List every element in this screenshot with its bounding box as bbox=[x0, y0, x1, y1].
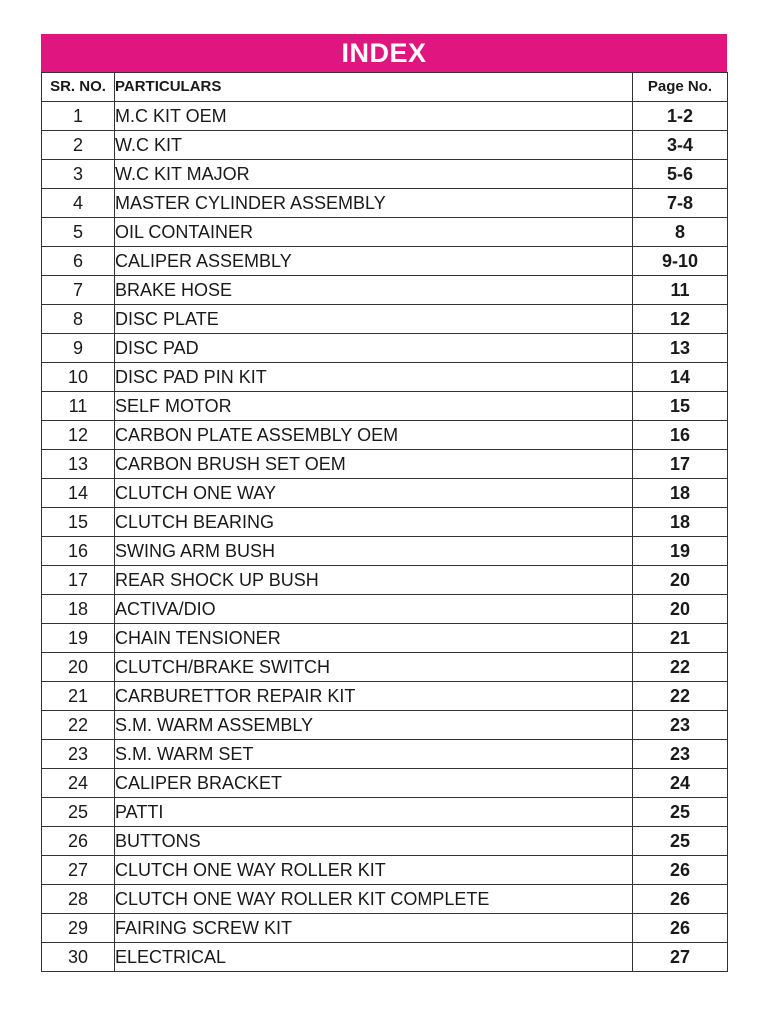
table-row bbox=[42, 711, 728, 740]
sr-number-cell: 13 bbox=[42, 450, 115, 479]
index-table bbox=[41, 72, 728, 972]
table-row bbox=[42, 450, 728, 479]
page-number-cell: 5-6 bbox=[633, 160, 728, 189]
page-number-cell: 22 bbox=[633, 682, 728, 711]
page-number-cell: 3-4 bbox=[633, 131, 728, 160]
table-row bbox=[42, 305, 728, 334]
page-number-cell: 1-2 bbox=[633, 102, 728, 131]
sr-number-cell: 22 bbox=[42, 711, 115, 740]
particular-cell: S.M. WARM ASSEMBLY bbox=[115, 711, 633, 740]
page-number-cell: 27 bbox=[633, 943, 728, 972]
table-row bbox=[42, 914, 728, 943]
table-row bbox=[42, 943, 728, 972]
index-title-banner bbox=[41, 34, 727, 72]
sr-number-cell: 9 bbox=[42, 334, 115, 363]
sr-number-cell: 19 bbox=[42, 624, 115, 653]
page-number-cell: 12 bbox=[633, 305, 728, 334]
particular-cell: W.C KIT bbox=[115, 131, 633, 160]
table-row bbox=[42, 682, 728, 711]
page-number-cell: 19 bbox=[633, 537, 728, 566]
page-number-cell: 20 bbox=[633, 595, 728, 624]
page-number-cell: 18 bbox=[633, 508, 728, 537]
page-number-cell: 7-8 bbox=[633, 189, 728, 218]
sr-number-cell: 29 bbox=[42, 914, 115, 943]
sr-number-cell: 23 bbox=[42, 740, 115, 769]
particular-cell: CALIPER ASSEMBLY bbox=[115, 247, 633, 276]
particular-cell: REAR SHOCK UP BUSH bbox=[115, 566, 633, 595]
particular-cell: PATTI bbox=[115, 798, 633, 827]
table-row bbox=[42, 334, 728, 363]
particular-cell: BRAKE HOSE bbox=[115, 276, 633, 305]
sr-number-cell: 21 bbox=[42, 682, 115, 711]
page-number-cell: 22 bbox=[633, 653, 728, 682]
particular-cell: SWING ARM BUSH bbox=[115, 537, 633, 566]
particular-cell: CLUTCH/BRAKE SWITCH bbox=[115, 653, 633, 682]
sr-number-cell: 3 bbox=[42, 160, 115, 189]
particular-cell: FAIRING SCREW KIT bbox=[115, 914, 633, 943]
particular-cell: ACTIVA/DIO bbox=[115, 595, 633, 624]
particular-cell: M.C KIT OEM bbox=[115, 102, 633, 131]
sr-number-cell: 20 bbox=[42, 653, 115, 682]
page-number-cell: 25 bbox=[633, 798, 728, 827]
particular-cell: S.M. WARM SET bbox=[115, 740, 633, 769]
particular-cell: CARBURETTOR REPAIR KIT bbox=[115, 682, 633, 711]
page-number-cell: 26 bbox=[633, 856, 728, 885]
page-title: INDEX bbox=[341, 38, 427, 68]
page-number-cell: 24 bbox=[633, 769, 728, 798]
particular-cell: CALIPER BRACKET bbox=[115, 769, 633, 798]
table-row bbox=[42, 247, 728, 276]
particular-cell: CLUTCH BEARING bbox=[115, 508, 633, 537]
page-number-cell: 17 bbox=[633, 450, 728, 479]
sr-number-cell: 14 bbox=[42, 479, 115, 508]
table-row bbox=[42, 189, 728, 218]
sr-number-cell: 24 bbox=[42, 769, 115, 798]
table-row bbox=[42, 508, 728, 537]
particular-cell: CARBON PLATE ASSEMBLY OEM bbox=[115, 421, 633, 450]
table-row bbox=[42, 421, 728, 450]
page-number-cell: 9-10 bbox=[633, 247, 728, 276]
page-number-cell: 23 bbox=[633, 711, 728, 740]
page-number-cell: 13 bbox=[633, 334, 728, 363]
table-row bbox=[42, 566, 728, 595]
header-row bbox=[42, 73, 728, 102]
particulars-header: PARTICULARS bbox=[115, 73, 633, 102]
table-row bbox=[42, 769, 728, 798]
particular-cell: CHAIN TENSIONER bbox=[115, 624, 633, 653]
sr-number-cell: 28 bbox=[42, 885, 115, 914]
table-row bbox=[42, 740, 728, 769]
particular-cell: W.C KIT MAJOR bbox=[115, 160, 633, 189]
sr-number-cell: 25 bbox=[42, 798, 115, 827]
sr-number-cell: 7 bbox=[42, 276, 115, 305]
sr-number-cell: 1 bbox=[42, 102, 115, 131]
particular-cell: DISC PAD bbox=[115, 334, 633, 363]
particular-cell: DISC PLATE bbox=[115, 305, 633, 334]
table-row bbox=[42, 276, 728, 305]
table-row bbox=[42, 160, 728, 189]
particular-cell: DISC PAD PIN KIT bbox=[115, 363, 633, 392]
page-number-cell: 23 bbox=[633, 740, 728, 769]
table-row bbox=[42, 827, 728, 856]
page-number-cell: 25 bbox=[633, 827, 728, 856]
table-row bbox=[42, 102, 728, 131]
particular-cell: OIL CONTAINER bbox=[115, 218, 633, 247]
sr-number-cell: 11 bbox=[42, 392, 115, 421]
table-row bbox=[42, 218, 728, 247]
page-number-cell: 20 bbox=[633, 566, 728, 595]
particular-cell: CLUTCH ONE WAY ROLLER KIT bbox=[115, 856, 633, 885]
page-number-cell: 26 bbox=[633, 885, 728, 914]
particular-cell: CLUTCH ONE WAY bbox=[115, 479, 633, 508]
sr-number-cell: 5 bbox=[42, 218, 115, 247]
sr-number-cell: 15 bbox=[42, 508, 115, 537]
page-number-cell: 15 bbox=[633, 392, 728, 421]
table-row bbox=[42, 131, 728, 160]
sr-number-cell: 4 bbox=[42, 189, 115, 218]
page-no-header: Page No. bbox=[633, 73, 728, 102]
table-row bbox=[42, 392, 728, 421]
table-row bbox=[42, 885, 728, 914]
sr-number-cell: 30 bbox=[42, 943, 115, 972]
table-row bbox=[42, 363, 728, 392]
table-row bbox=[42, 624, 728, 653]
sr-number-cell: 16 bbox=[42, 537, 115, 566]
sr-number-cell: 10 bbox=[42, 363, 115, 392]
particular-cell: SELF MOTOR bbox=[115, 392, 633, 421]
sr-number-cell: 18 bbox=[42, 595, 115, 624]
sr-number-cell: 27 bbox=[42, 856, 115, 885]
table-row bbox=[42, 479, 728, 508]
particular-cell: MASTER CYLINDER ASSEMBLY bbox=[115, 189, 633, 218]
table-row bbox=[42, 537, 728, 566]
table-row bbox=[42, 856, 728, 885]
sr-number-cell: 2 bbox=[42, 131, 115, 160]
particular-cell: BUTTONS bbox=[115, 827, 633, 856]
sr-number-cell: 17 bbox=[42, 566, 115, 595]
table-row bbox=[42, 798, 728, 827]
index-table-body bbox=[42, 102, 728, 972]
page-number-cell: 14 bbox=[633, 363, 728, 392]
page-number-cell: 8 bbox=[633, 218, 728, 247]
page-number-cell: 16 bbox=[633, 421, 728, 450]
sr-number-cell: 26 bbox=[42, 827, 115, 856]
page-number-cell: 11 bbox=[633, 276, 728, 305]
page-number-cell: 26 bbox=[633, 914, 728, 943]
sr-number-cell: 12 bbox=[42, 421, 115, 450]
table-row bbox=[42, 595, 728, 624]
sr-number-cell: 8 bbox=[42, 305, 115, 334]
particular-cell: ELECTRICAL bbox=[115, 943, 633, 972]
particular-cell: CLUTCH ONE WAY ROLLER KIT COMPLETE bbox=[115, 885, 633, 914]
page-number-cell: 18 bbox=[633, 479, 728, 508]
page-number-cell: 21 bbox=[633, 624, 728, 653]
table-row bbox=[42, 653, 728, 682]
particular-cell: CARBON BRUSH SET OEM bbox=[115, 450, 633, 479]
sr-number-cell: 6 bbox=[42, 247, 115, 276]
sr-no-header: SR. NO. bbox=[42, 73, 115, 102]
